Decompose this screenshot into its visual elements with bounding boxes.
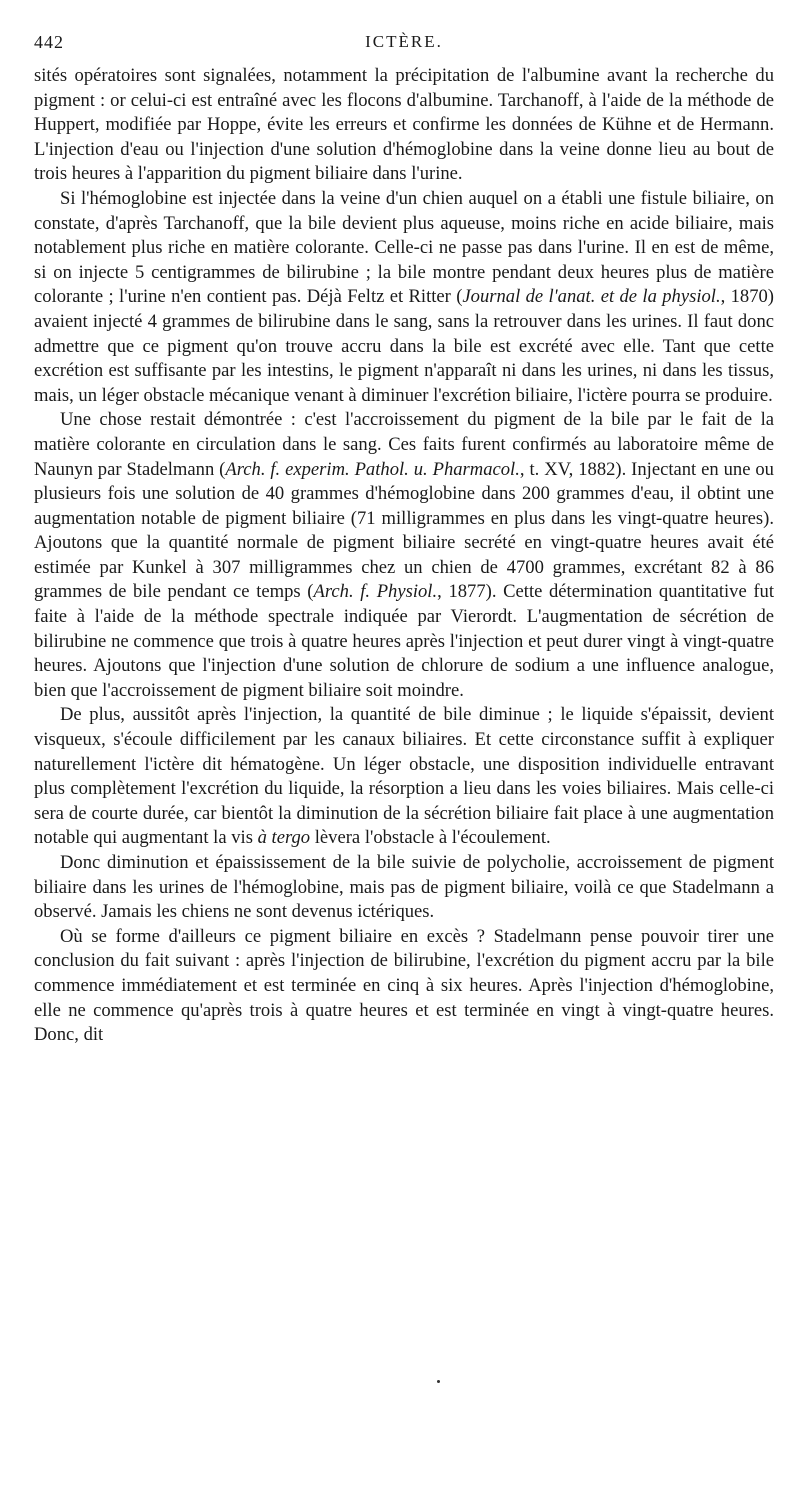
paragraph — [34, 851, 774, 925]
running-title: ICTÈRE. — [365, 32, 443, 51]
text-segment: , t. XV, 1882). Injectant en une ou plusieurs fois une solution de 40 grammes d'hémoglobine dans 200 grammes d'eau, il obtint une augmentation notable de pigment biliaire (71 milligrammes en plus dans les vingt-quatre heures). Ajoutons que la quantité normale de pigment biliaire secrété en vingt-quatre heures avait été estimée par Kunkel à 307 milligrammes chez un chien de 4700 grammes, excrétant 82 à 86 grammes de bile pendant ce temps ( — [34, 458, 774, 603]
text-segment: , 1870) avaient injecté 4 grammes de bilirubine dans le sang, sans la retrouver dans les urines. Il faut donc admettre que ce pigment qu'on trouve accru dans la bile est excrété avec elle. Tant que cette excrétion est suffisante par les intestins, le pigment n'apparaît ni dans les urines, ni dans les tissus, mais, un léger obstacle mécanique venant à diminuer l'excrétion biliaire, l'ictère pourra se produire. — [34, 286, 774, 406]
italic-reference: à tergo — [257, 827, 311, 849]
paragraph — [34, 64, 774, 187]
text-segment: lèvera l'obstacle à l'écoulement. — [310, 827, 551, 849]
italic-reference: Arch. f. experim. Pathol. u. Pharmacol. — [225, 458, 520, 480]
stray-ink-dot — [437, 1380, 440, 1383]
text-segment: De plus, aussitôt après l'injection, la quantité de bile diminue ; le liquide s'épaissit, devient visqueux, s'écoule difficilement par les canaux biliaires. Et cette circonstance suffit à expliquer naturellement l'ictère dit hématogène. Un léger obstacle, une disposition individuelle entravant plus complètement l'excrétion du liquide, la résorption a lieu dans les voies biliaires. Mais celle-ci sera de courte durée, car bientôt la diminution de la sécrétion biliaire fait place à une augmentation notable qui augmentant la vis — [34, 704, 774, 849]
paragraph — [34, 703, 774, 851]
body-text — [34, 64, 774, 1048]
text-segment: Une chose restait démontrée : c'est l'accroissement du pigment de la bile par le fait de la matière colorante en circulation dans le sang. Ces faits furent confirmés au laboratoire même de Naunyn par Stadelmann ( — [34, 409, 774, 480]
text-segment: Si l'hémoglobine est injectée dans la veine d'un chien auquel on a établi une fistule biliaire, on constate, d'après Tarchanoff, que la bile devient plus aqueuse, moins riche en acide biliaire, mais notablement plus riche en matière colorante. Celle-ci ne passe pas dans l'urine. Il en est de même, si on injecte 5 centigrammes de bilirubine ; la bile montre pendant deux heures plus de matière colorante ; l'urine n'en contient pas. Déjà Feltz et Ritter ( — [34, 187, 774, 308]
page-number: 442 — [34, 32, 64, 52]
text-segment: , 1877). Cette détermination quantitative fut faite à l'aide de la méthode spectrale indiquée par Vierordt. L'augmentation de sécrétion de bilirubine ne commence que trois à quatre heures après l'injection et peut durer vingt à vingt-quatre heures. Ajoutons que l'injection d'une solution de chlorure de sodium a une influence analogue, bien que l'accroissement de pigment biliaire soit moindre. — [34, 581, 775, 701]
document-page — [34, 30, 774, 1048]
italic-reference: Arch. f. Physiol. — [313, 581, 438, 603]
running-head — [34, 30, 774, 60]
paragraph — [34, 187, 774, 408]
text-segment: Où se forme d'ailleurs ce pigment biliaire en excès ? Stadelmann pense pouvoir tirer une conclusion du fait suivant : après l'injection de bilirubine, l'excrétion du pigment accru par la bile commence immédiatement et est terminée en cinq à six heures. Après l'injection d'hémoglobine, elle ne commence qu'après trois à quatre heures et est terminée en vingt à vingt-quatre heures. Donc, dit — [34, 925, 774, 1046]
paragraph — [34, 925, 774, 1048]
text-segment: Donc diminution et épaississement de la bile suivie de polycholie, accroissement de pigment biliaire dans les urines de l'hémoglobine, mais pas de pigment biliaire, voilà ce que Stadelmann a observé. Jamais les chiens ne sont devenus ictériques. — [34, 852, 774, 923]
italic-reference: Journal de l'anat. et de la physiol. — [462, 286, 721, 308]
paragraph — [34, 408, 774, 703]
text-segment: sités opératoires sont signalées, notamment la précipitation de l'albumine avant la recherche du pigment : or celui-ci est entraîné avec les flocons d'albumine. Tarchanoff, à l'aide de la méthode de Huppert, modifiée par Hoppe, évite les erreurs et confirme les données de Kühne et de Hermann. L'injection d'eau ou l'injection d'une solution d'hémoglobine dans la veine donne lieu au bout de trois heures à l'apparition du pigment biliaire dans l'urine. — [34, 65, 774, 185]
